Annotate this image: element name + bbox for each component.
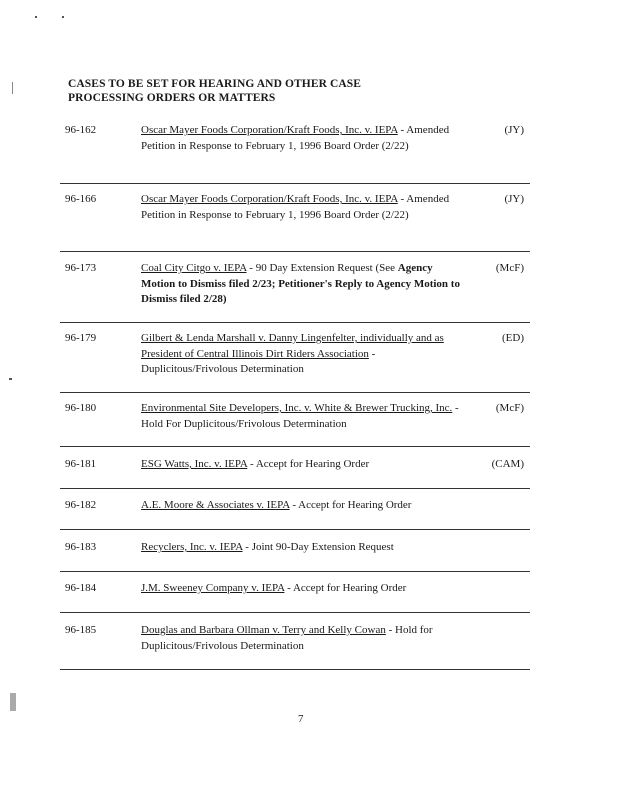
case-title: Coal City Citgo v. IEPA — [141, 262, 247, 274]
attorney-initials: (McF) — [495, 402, 524, 414]
scan-speck — [62, 16, 64, 18]
heading-line-2: PROCESSING ORDERS OR MATTERS — [68, 92, 276, 104]
case-description — [141, 540, 466, 556]
case-title: Recyclers, Inc. v. IEPA — [141, 541, 243, 553]
divider — [60, 446, 530, 447]
case-title: Oscar Mayer Foods Corporation/Kraft Foods, Inc. v. IEPA — [141, 193, 398, 205]
case-description — [141, 581, 466, 597]
divider — [60, 612, 530, 613]
case-note: Agency Motion to Dismiss filed 2/23; Petitioner's Reply to Agency Motion to Dismiss filed 2/28) — [141, 262, 460, 305]
case-action: - Duplicitous/Frivolous Determination — [141, 347, 376, 375]
divider — [60, 322, 530, 323]
case-description — [141, 401, 466, 432]
attorney-initials: (CAM) — [491, 458, 524, 470]
case-description — [141, 457, 466, 473]
scan-speck — [12, 82, 13, 94]
case-action: - Joint 90-Day Extension Request — [242, 541, 394, 553]
case-number: 96-182 — [65, 499, 97, 511]
divider — [60, 392, 530, 393]
case-action: - Hold For Duplicitous/Frivolous Determination — [141, 402, 459, 430]
case-number: 96-184 — [65, 582, 97, 594]
case-action: - Accept for Hearing Order — [247, 458, 370, 470]
case-action: - Amended Petition in Response to February 1, 1996 Board Order (2/22) — [141, 124, 450, 152]
case-action: - Amended Petition in Response to February 1, 1996 Board Order (2/22) — [141, 193, 450, 221]
case-title: ESG Watts, Inc. v. IEPA — [141, 458, 248, 470]
attorney-initials: (McF) — [495, 262, 524, 274]
case-number: 96-166 — [65, 193, 97, 205]
case-description — [141, 498, 466, 514]
case-number: 96-179 — [65, 332, 97, 344]
divider — [60, 669, 530, 670]
scan-speck — [35, 16, 37, 18]
divider — [60, 251, 530, 252]
case-description — [141, 331, 466, 378]
case-title: Douglas and Barbara Ollman v. Terry and Kelly Cowan — [141, 624, 386, 636]
section-heading — [68, 77, 361, 105]
case-number: 96-183 — [65, 541, 97, 553]
case-action: - Accept for Hearing Order — [289, 499, 412, 511]
attorney-initials: (JY) — [504, 193, 524, 205]
scan-speck — [9, 378, 12, 380]
case-title: Gilbert & Lenda Marshall v. Danny Lingenfelter, individually and as President of Central Illinois Dirt Riders Association — [141, 332, 444, 360]
case-action: - Hold for Duplicitous/Frivolous Determination — [141, 624, 433, 652]
divider — [60, 529, 530, 530]
case-description — [141, 123, 466, 154]
attorney-initials: (ED) — [502, 332, 524, 344]
divider — [60, 571, 530, 572]
case-number: 96-173 — [65, 262, 97, 274]
case-number: 96-180 — [65, 402, 97, 414]
heading-line-1: CASES TO BE SET FOR HEARING AND OTHER CASE — [68, 78, 362, 90]
divider — [60, 183, 530, 184]
scan-speck — [10, 693, 16, 711]
case-number: 96-162 — [65, 124, 97, 136]
case-number: 96-185 — [65, 624, 97, 636]
case-title: J.M. Sweeney Company v. IEPA — [141, 582, 285, 594]
page-number: 7 — [298, 713, 304, 725]
case-description — [141, 192, 466, 223]
divider — [60, 488, 530, 489]
case-description — [141, 623, 466, 654]
case-action: - Accept for Hearing Order — [284, 582, 407, 594]
case-title: Oscar Mayer Foods Corporation/Kraft Foods, Inc. v. IEPA — [141, 124, 398, 136]
case-number: 96-181 — [65, 458, 97, 470]
attorney-initials: (JY) — [504, 124, 524, 136]
case-title: A.E. Moore & Associates v. IEPA — [141, 499, 290, 511]
case-title: Environmental Site Developers, Inc. v. White & Brewer Trucking, Inc. — [141, 402, 453, 414]
case-description — [141, 261, 466, 308]
case-action: - 90 Day Extension Request (See — [246, 262, 398, 274]
